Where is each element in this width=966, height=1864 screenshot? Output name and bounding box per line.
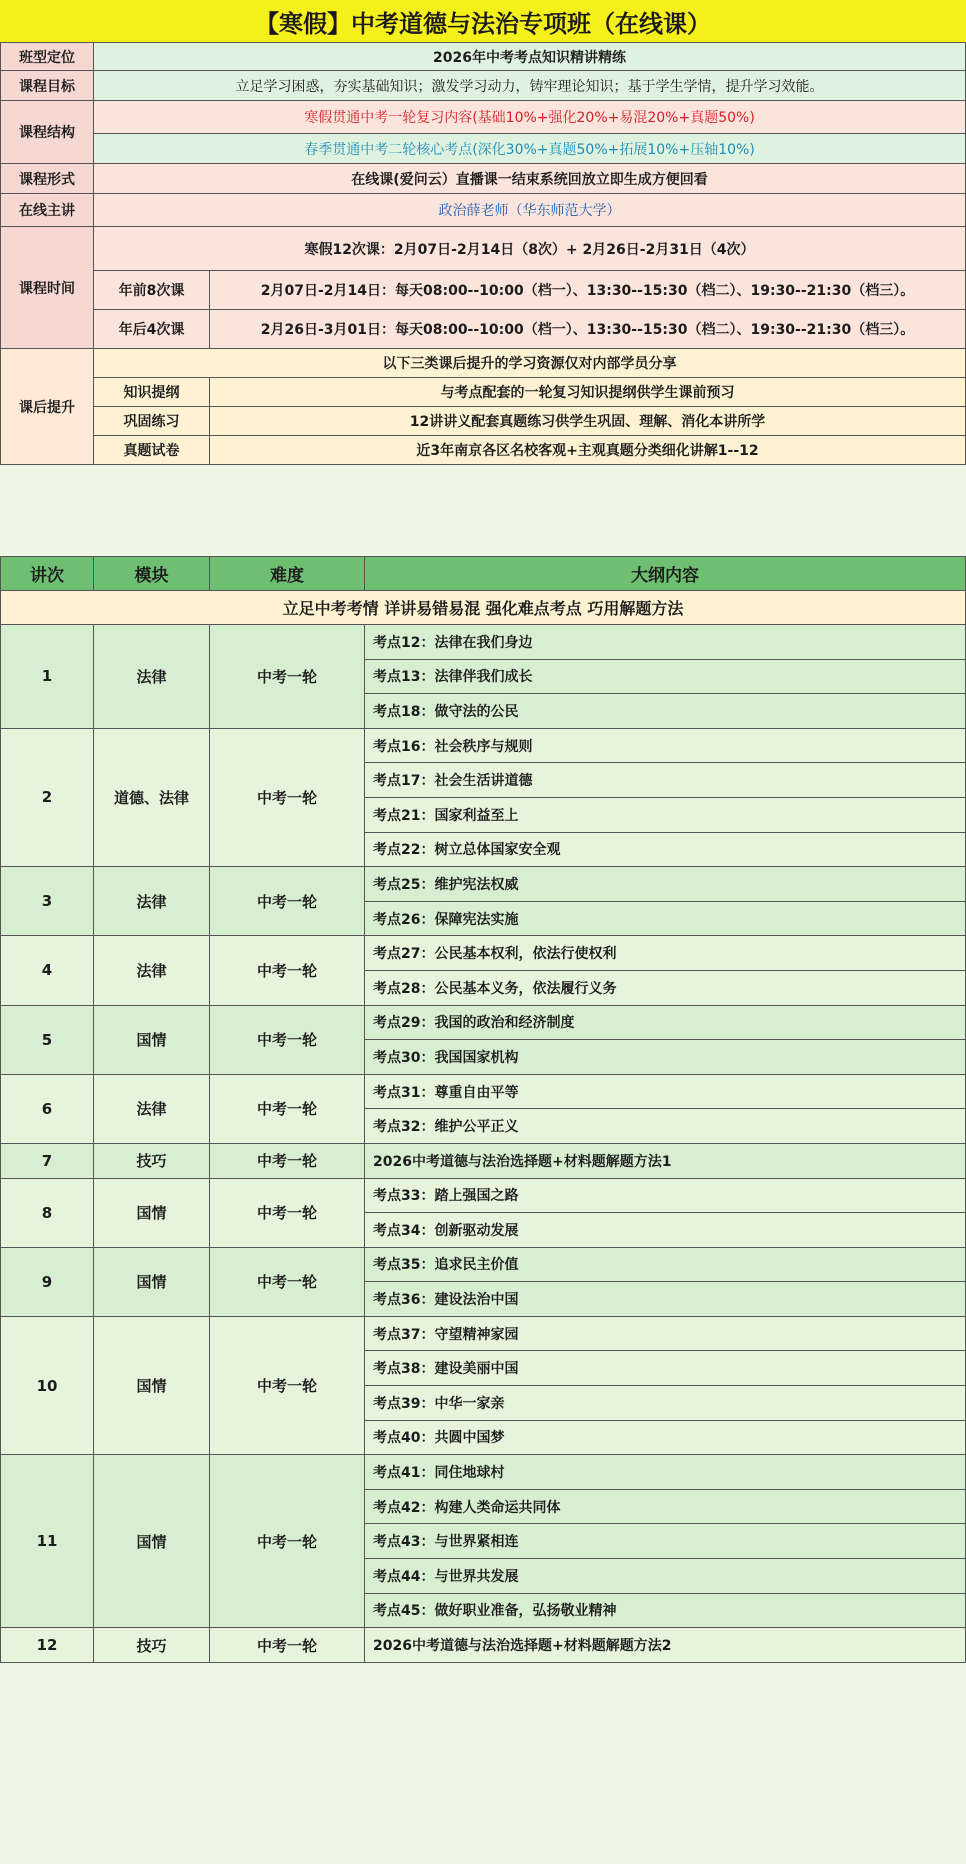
lesson-topic: 考点31：尊重自由平等 [365,1074,966,1109]
lesson-topic: 考点27：公民基本权利，依法行使权利 [365,936,966,971]
syllabus-row [1,1455,966,1490]
info-row-structure-1 [1,101,966,134]
lesson-module: 技巧 [94,1628,210,1663]
teacher-value: 政治薛老师（华东师范大学） [94,194,966,227]
goal-label: 课程目标 [1,71,94,101]
header-level: 难度 [210,557,365,591]
lesson-topic: 考点36：建设法治中国 [365,1282,966,1317]
lesson-level: 中考一轮 [210,1005,365,1074]
lesson-module: 国情 [94,1178,210,1247]
time-after-value: 2月26日-3月01日：每天08:00--10:00（档一）、13:30--15:30（档二）、19:30--21:30（档三）。 [210,310,966,349]
time-label: 课程时间 [1,227,94,349]
lesson-topic: 考点37：守望精神家园 [365,1316,966,1351]
lesson-topic: 考点12：法律在我们身边 [365,625,966,660]
info-row-structure-2 [1,134,966,164]
lesson-module: 法律 [94,1074,210,1143]
lesson-number: 8 [1,1178,94,1247]
format-value: 在线课(爱问云）直播课一结束系统回放立即生成方便回看 [94,164,966,194]
lesson-level: 中考一轮 [210,1143,365,1178]
lesson-topic: 考点28：公民基本义务，依法履行义务 [365,970,966,1005]
lesson-number: 11 [1,1455,94,1628]
lesson-number: 12 [1,1628,94,1663]
lesson-number: 7 [1,1143,94,1178]
lesson-number: 3 [1,867,94,936]
structure-line-2: 春季贯通中考二轮核心考点(深化30%+真题50%+拓展10%+压轴10%) [94,134,966,164]
lesson-module: 法律 [94,625,210,729]
structure-line-1: 寒假贯通中考一轮复习内容(基础10%+强化20%+易混20%+真题50%) [94,101,966,134]
syllabus-row [1,625,966,660]
after-class-intro: 以下三类课后提升的学习资源仅对内部学员分享 [94,349,966,378]
info-row-format [1,164,966,194]
syllabus-row [1,1143,966,1178]
after-class-item [1,407,966,436]
lesson-level: 中考一轮 [210,1247,365,1316]
lesson-module: 法律 [94,936,210,1005]
after-class-item-label: 真题试卷 [94,436,210,465]
lesson-topic: 考点40：共圆中国梦 [365,1420,966,1455]
lesson-number: 6 [1,1074,94,1143]
lesson-number: 5 [1,1005,94,1074]
lesson-topic: 考点45：做好职业准备，弘扬敬业精神 [365,1593,966,1628]
lesson-number: 2 [1,728,94,866]
syllabus-row [1,728,966,763]
time-before-label: 年前8次课 [94,271,210,310]
lesson-topic: 考点13：法律伴我们成长 [365,659,966,694]
lesson-topic: 考点22：树立总体国家安全观 [365,832,966,867]
lesson-topic: 考点29：我国的政治和经济制度 [365,1005,966,1040]
after-class-item-label: 知识提纲 [94,378,210,407]
lesson-level: 中考一轮 [210,728,365,866]
lesson-number: 1 [1,625,94,729]
lesson-level: 中考一轮 [210,1628,365,1663]
info-row-goal [1,71,966,101]
structure-label: 课程结构 [1,101,94,164]
lesson-level: 中考一轮 [210,1455,365,1628]
lesson-number: 9 [1,1247,94,1316]
lesson-number: 10 [1,1316,94,1454]
lesson-level: 中考一轮 [210,936,365,1005]
lesson-topic: 考点26：保障宪法实施 [365,901,966,936]
lesson-topic: 考点16：社会秩序与规则 [365,728,966,763]
lesson-module: 国情 [94,1455,210,1628]
lesson-topic: 2026中考道德与法治选择题+材料题解题方法1 [365,1143,966,1178]
syllabus-slogan: 立足中考考情 详讲易错易混 强化难点考点 巧用解题方法 [1,591,966,625]
lesson-topic: 考点39：中华一家亲 [365,1386,966,1421]
lesson-topic: 考点18：做守法的公民 [365,694,966,729]
lesson-module: 技巧 [94,1143,210,1178]
after-class-item-label: 巩固练习 [94,407,210,436]
header-outline: 大纲内容 [365,557,966,591]
lesson-topic: 考点32：维护公平正义 [365,1109,966,1144]
lesson-level: 中考一轮 [210,1178,365,1247]
time-summary: 寒假12次课：2月07日-2月14日（8次）+ 2月26日-2月31日（4次） [94,227,966,271]
header-module: 模块 [94,557,210,591]
lesson-topic: 考点41：同住地球村 [365,1455,966,1490]
page-title: 【寒假】中考道德与法治专项班（在线课） [0,0,966,43]
after-class-item [1,436,966,465]
course-info-table [0,42,966,465]
syllabus-row [1,1247,966,1282]
after-class-label: 课后提升 [1,349,94,465]
lesson-topic: 考点25：维护宪法权威 [365,867,966,902]
syllabus-row [1,936,966,971]
lesson-level: 中考一轮 [210,1316,365,1454]
format-label: 课程形式 [1,164,94,194]
lesson-module: 法律 [94,867,210,936]
syllabus-row [1,1005,966,1040]
lesson-level: 中考一轮 [210,1074,365,1143]
syllabus-header-row [1,557,966,591]
time-after-label: 年后4次课 [94,310,210,349]
info-row-teacher [1,194,966,227]
lesson-topic: 考点44：与世界共发展 [365,1559,966,1594]
lesson-level: 中考一轮 [210,625,365,729]
lesson-topic: 考点42：构建人类命运共同体 [365,1489,966,1524]
header-lesson: 讲次 [1,557,94,591]
after-class-item-value: 12讲讲义配套真题练习供学生巩固、理解、消化本讲所学 [210,407,966,436]
syllabus-row [1,1074,966,1109]
after-class-item-value: 近3年南京各区名校客观+主观真题分类细化讲解1--12 [210,436,966,465]
syllabus-row [1,1316,966,1351]
lesson-module: 国情 [94,1005,210,1074]
lesson-number: 4 [1,936,94,1005]
syllabus-slogan-row [1,591,966,625]
syllabus-table [0,556,966,1663]
positioning-label: 班型定位 [1,43,94,71]
lesson-level: 中考一轮 [210,867,365,936]
after-class-item-value: 与考点配套的一轮复习知识提纲供学生课前预习 [210,378,966,407]
syllabus-row [1,867,966,902]
lesson-topic: 考点34：创新驱动发展 [365,1213,966,1248]
lesson-topic: 考点38：建设美丽中国 [365,1351,966,1386]
after-class-item [1,378,966,407]
time-before-value: 2月07日-2月14日：每天08:00--10:00（档一）、13:30--15:30（档二）、19:30--21:30（档三）。 [210,271,966,310]
lesson-topic: 考点21：国家利益至上 [365,797,966,832]
info-row-time-before [1,271,966,310]
lesson-topic: 考点17：社会生活讲道德 [365,763,966,798]
lesson-topic: 考点35：追求民主价值 [365,1247,966,1282]
info-row-after-class-intro [1,349,966,378]
goal-value: 立足学习困惑，夯实基础知识；激发学习动力，铸牢理论知识；基于学生学情，提升学习效能。 [94,71,966,101]
positioning-value: 2026年中考考点知识精讲精练 [94,43,966,71]
info-row-positioning [1,43,966,71]
lesson-topic: 考点30：我国国家机构 [365,1040,966,1075]
info-row-time-summary [1,227,966,271]
lesson-topic: 考点43：与世界紧相连 [365,1524,966,1559]
syllabus-row [1,1178,966,1213]
lesson-topic: 考点33：踏上强国之路 [365,1178,966,1213]
lesson-topic: 2026中考道德与法治选择题+材料题解题方法2 [365,1628,966,1663]
teacher-label: 在线主讲 [1,194,94,227]
lesson-module: 国情 [94,1247,210,1316]
info-row-time-after [1,310,966,349]
lesson-module: 国情 [94,1316,210,1454]
syllabus-row [1,1628,966,1663]
lesson-module: 道德、法律 [94,728,210,866]
